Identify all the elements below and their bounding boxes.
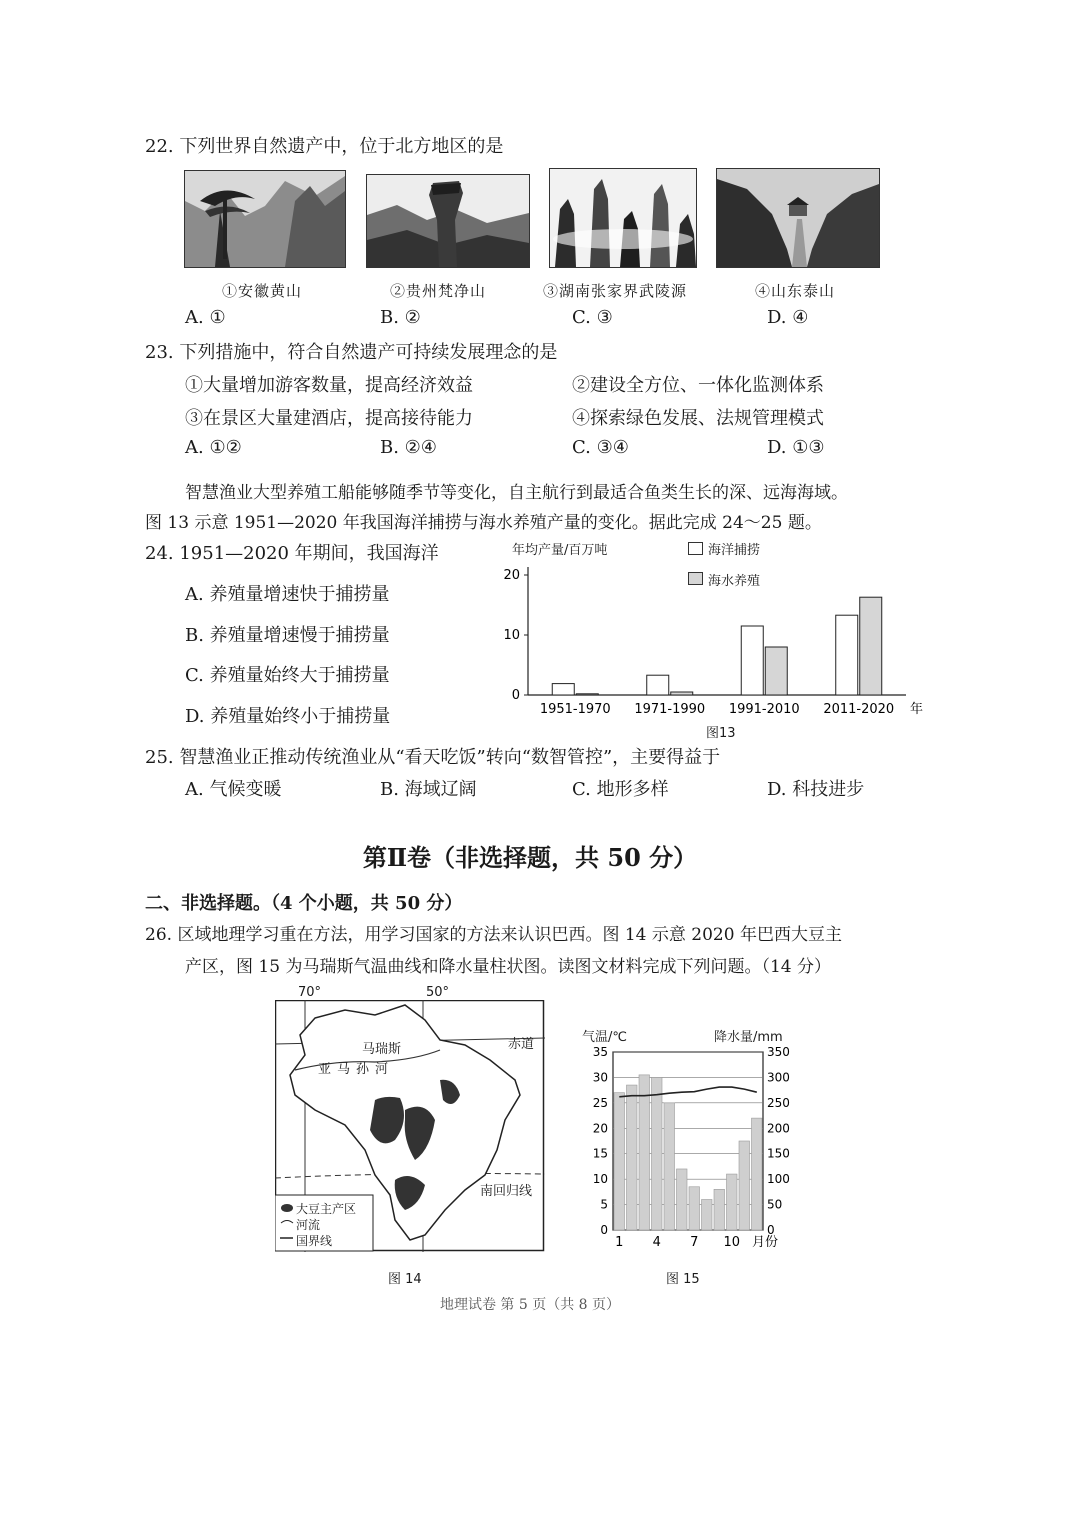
q24-stem: 24. 1951—2020 年期间，我国海洋 (145, 543, 439, 564)
fig14-tropic-label: 南回归线 (480, 1184, 533, 1199)
fig15-precip-bar (714, 1189, 725, 1230)
fig13-bar-culture (765, 647, 787, 695)
fig13-bar-culture (576, 694, 598, 695)
q24-option-b: B. 养殖量增速慢于捕捞量 (185, 625, 390, 646)
fig15-precip-tick-label: 350 (767, 1045, 790, 1059)
q23-item-2: ②建设全方位、一体化监测体系 (572, 375, 824, 396)
caption-wulingyuan: ③湖南张家界武陵源 (543, 282, 688, 300)
caption-huangshan: ①安徽黄山 (222, 282, 303, 300)
fig13-bar-capture (836, 615, 858, 695)
q24-option-a: A. 养殖量增速快于捕捞量 (185, 584, 390, 605)
fig13-y-tick-label: 10 (503, 628, 520, 643)
caption-fanjingshan: ②贵州梵净山 (390, 282, 487, 300)
photo-huangshan (184, 170, 346, 268)
q23-option-d: D. ①③ (767, 437, 825, 458)
fig15-precip-tick-label: 0 (767, 1223, 775, 1237)
fig15-precip-bar (652, 1077, 663, 1230)
fig13-chart (490, 530, 930, 745)
fig15-precip-bar (627, 1085, 638, 1230)
q24-option-d: D. 养殖量始终小于捕捞量 (185, 706, 391, 727)
fig13-bar-culture (671, 692, 693, 695)
passage-line-2: 图 13 示意 1951—2020 年我国海洋捕捞与海水养殖产量的变化。据此完成 24～25 题。 (145, 513, 822, 533)
q22-option-a: A. ① (185, 307, 226, 328)
fig13-x-tick-label: 2011-2020 (823, 702, 895, 717)
fig15-precip-bar (739, 1141, 750, 1230)
fig13-x-tick-label: 1991-2010 (728, 702, 800, 717)
q23-stem: 23. 下列措施中，符合自然遗产可持续发展理念的是 (145, 342, 558, 363)
q23-item-3: ③在景区大量建酒店，提高接待能力 (185, 408, 473, 429)
fig13-x-tick-label: 1951-1970 (539, 702, 611, 717)
caption-taishan: ④山东泰山 (755, 282, 836, 300)
fig14-equator-label: 赤道 (508, 1037, 535, 1052)
fig13-bar-culture (860, 597, 882, 695)
q23-option-a: A. ①② (185, 437, 242, 458)
fig15-temp-tick-label: 15 (592, 1146, 608, 1161)
q25-option-a: A. 气候变暖 (185, 779, 282, 800)
fig13-legend-capture: 海洋捕捞 (708, 543, 761, 558)
fig13-y-tick-label: 20 (503, 568, 520, 583)
photo-wulingyuan (549, 168, 697, 268)
page-footer: 地理试卷 第 5 页（共 8 页） (439, 1297, 621, 1313)
fig15-precip-bar (727, 1174, 738, 1230)
fig14-caption: 图 14 (388, 1272, 422, 1287)
q25-option-b: B. 海域辽阔 (380, 779, 477, 800)
fig14-place-label: 马瑞斯 (362, 1042, 402, 1057)
fig15-temp-tick-label: 0 (600, 1223, 608, 1237)
fig14-lon-70: 70° (298, 985, 322, 1000)
fig15-x-unit: 月份 (752, 1235, 779, 1250)
q23-item-4: ④探索绿色发展、法规管理模式 (572, 408, 824, 429)
q22-option-d: D. ④ (767, 307, 809, 328)
q24-option-c: C. 养殖量始终大于捕捞量 (185, 665, 390, 686)
fig15-precip-bar (702, 1199, 713, 1230)
fig15-chart (585, 1040, 795, 1255)
fig14-lon-50: 50° (426, 985, 450, 1000)
fig15-temp-tick-label: 10 (592, 1172, 608, 1187)
fig13-bar-capture (741, 626, 763, 695)
q22-option-c: C. ③ (572, 307, 613, 328)
fig15-ylabel-right: 降水量/mm (714, 1030, 783, 1045)
section-2-title: 第Ⅱ卷（非选择题，共 50 分） (362, 843, 698, 872)
q25-option-d: D. 科技进步 (767, 779, 865, 800)
fig15-precip-bar (614, 1093, 625, 1230)
section-2-subtitle: 二、非选择题。（4 个小题，共 50 分） (145, 893, 463, 914)
fig13-x-unit: 年 (910, 702, 924, 717)
fig13-bar-capture (552, 684, 574, 695)
fig13-legend-swatch-capture (688, 542, 703, 555)
fig13-caption: 图13 (706, 726, 736, 741)
fig15-precip-bar (752, 1118, 763, 1230)
q26-line-1: 26. 区域地理学习重在方法，用学习国家的方法来认识巴西。图 14 示意 2020 年巴西大豆主 (145, 925, 842, 945)
photo-taishan (716, 168, 880, 268)
fig15-ylabel-left: 气温/℃ (582, 1030, 627, 1045)
fig13-legend-culture: 海水养殖 (708, 574, 761, 589)
fig15-precip-bar (689, 1187, 700, 1230)
fig15-temp-tick-label: 30 (592, 1070, 608, 1085)
fig15-precip-bar (664, 1103, 675, 1230)
fig15-x-tick-label: 4 (652, 1235, 661, 1250)
q25-option-c: C. 地形多样 (572, 779, 669, 800)
fig13-y-tick-label: 0 (511, 688, 520, 703)
fig15-precip-bar (677, 1169, 688, 1230)
fig15-x-tick-label: 10 (723, 1235, 741, 1250)
photo-fanjingshan (366, 174, 530, 268)
fig13-bar-capture (647, 675, 669, 695)
fig15-temp-tick-label: 25 (592, 1095, 608, 1110)
q25-stem: 25. 智慧渔业正推动传统渔业从“看天吃饭”转向“数智管控”，主要得益于 (145, 747, 721, 768)
fig14-legend-river: 河流 (296, 1218, 321, 1232)
fig13-legend-swatch-culture (688, 572, 703, 585)
fig15-precip-tick-label: 150 (767, 1146, 790, 1161)
passage-line-1: 智慧渔业大型养殖工船能够随季节等变化，自主航行到最适合鱼类生长的深、远海海域。 (185, 483, 848, 503)
fig15-x-tick-label: 7 (690, 1235, 699, 1250)
fig15-temp-tick-label: 5 (600, 1197, 608, 1212)
q26-line-2: 产区，图 15 为马瑞斯气温曲线和降水量柱状图。读图文材料完成下列问题。（14 分） (185, 957, 831, 977)
fig15-precip-tick-label: 200 (767, 1121, 790, 1136)
fig15-precip-tick-label: 50 (767, 1197, 783, 1212)
fig14-legend-border: 国界线 (296, 1234, 333, 1248)
fig15-precip-tick-label: 300 (767, 1070, 790, 1085)
q23-option-c: C. ③④ (572, 437, 629, 458)
q22-stem: 22. 下列世界自然遗产中，位于北方地区的是 (145, 136, 504, 157)
q22-option-b: B. ② (380, 307, 421, 328)
fig14-legend-soy: 大豆主产区 (296, 1202, 357, 1216)
fig15-precip-tick-label: 250 (767, 1095, 790, 1110)
fig13-ylabel: 年均产量/百万吨 (512, 543, 608, 558)
fig14-river-label: 亚马孙河 (318, 1062, 395, 1077)
fig15-temp-tick-label: 20 (592, 1121, 608, 1136)
fig15-precip-bar (639, 1075, 650, 1230)
q23-item-1: ①大量增加游客数量，提高经济效益 (185, 375, 473, 396)
fig15-caption: 图 15 (666, 1272, 700, 1287)
fig15-x-tick-label: 1 (615, 1235, 624, 1250)
fig15-temp-tick-label: 35 (592, 1045, 608, 1059)
fig15-precip-tick-label: 100 (767, 1172, 790, 1187)
q23-option-b: B. ②④ (380, 437, 437, 458)
fig13-x-tick-label: 1971-1990 (634, 702, 706, 717)
